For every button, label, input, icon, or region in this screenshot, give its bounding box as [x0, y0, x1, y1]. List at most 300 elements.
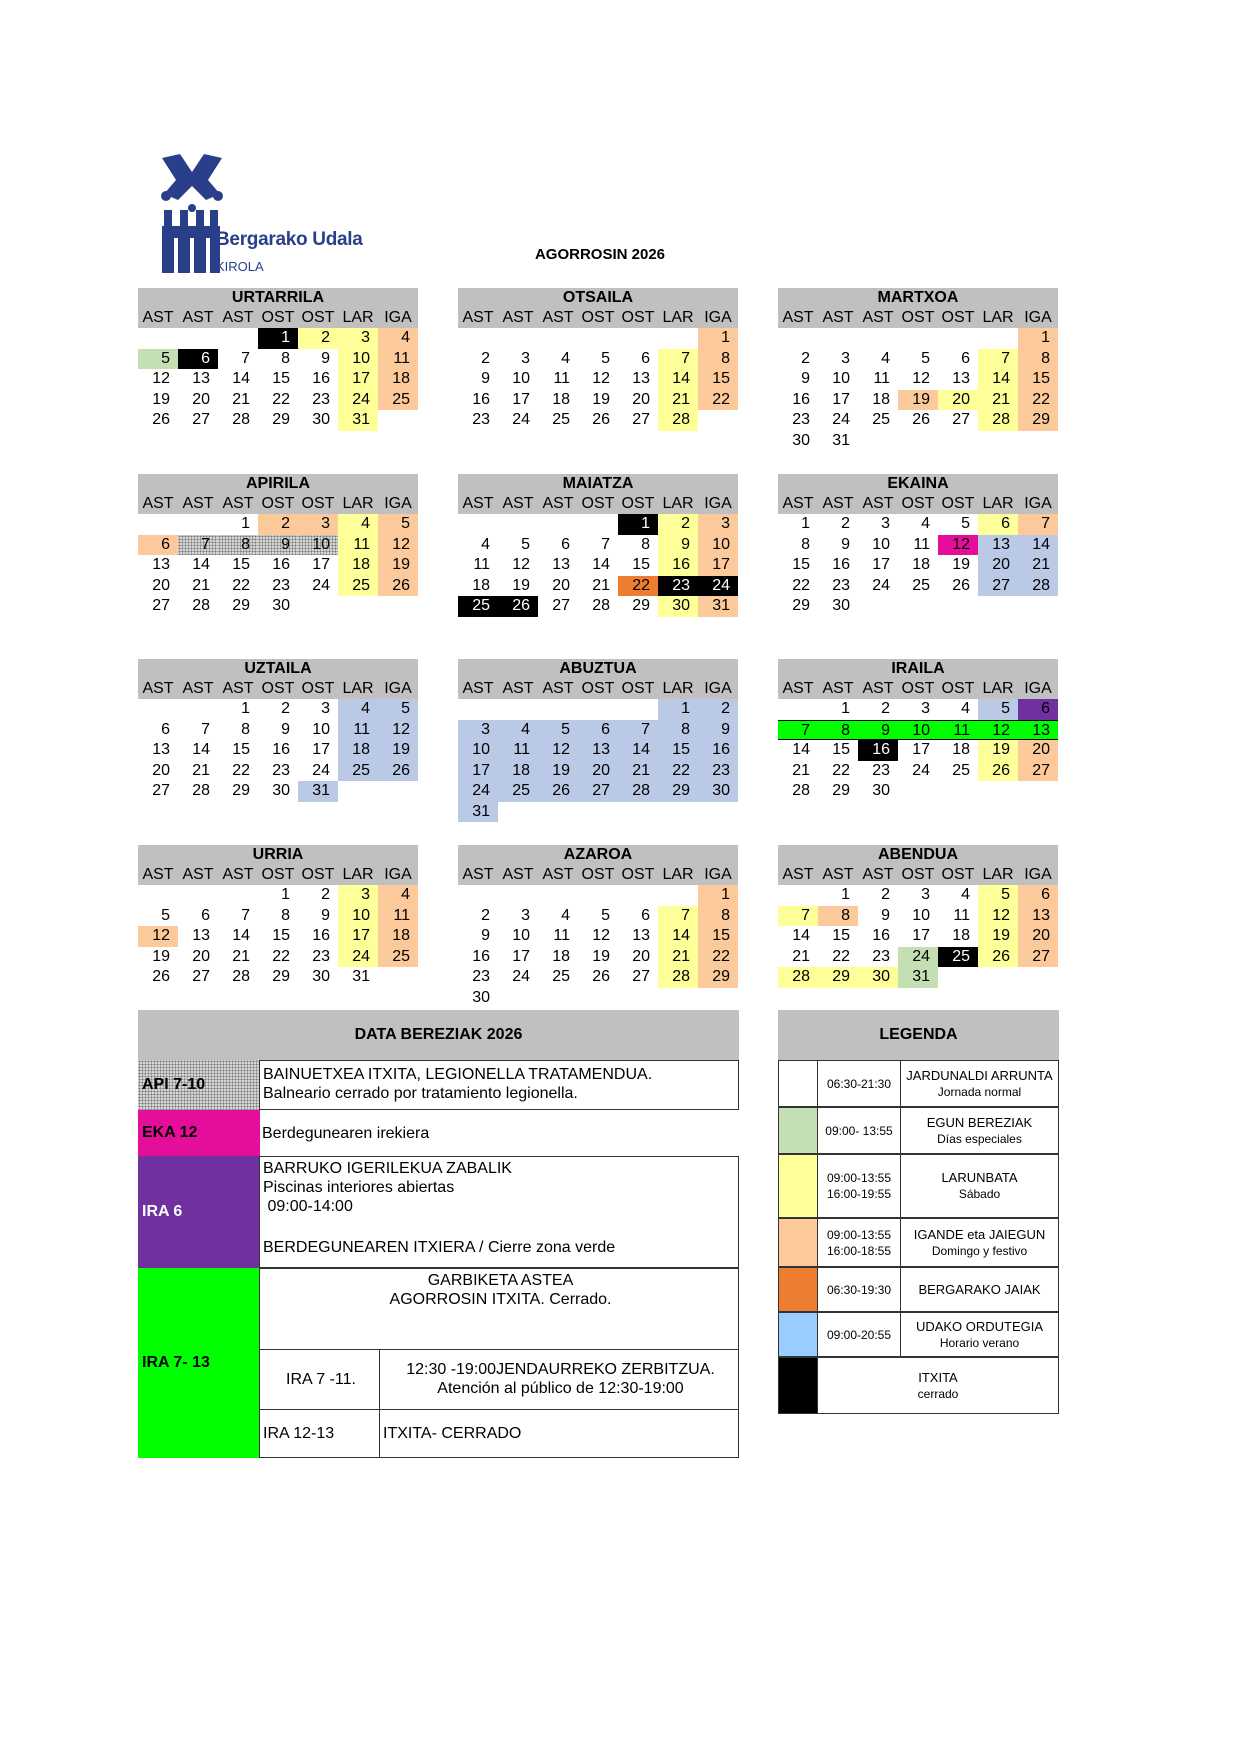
special-text-eka: Berdegunearen irekiera	[262, 1124, 430, 1142]
day-cell: 27	[632, 968, 650, 985]
day-cell: 3	[841, 349, 850, 367]
empty-cell	[458, 328, 498, 349]
weekday-label: OST	[301, 309, 335, 326]
empty-cell	[938, 328, 978, 349]
day-cell: 29	[232, 597, 250, 614]
day-cell: 16	[312, 927, 330, 944]
weekday-label: OST	[301, 495, 335, 512]
day-cell: 27	[978, 576, 1018, 597]
day-cell: 26	[912, 411, 930, 428]
day-cell: 24	[898, 947, 938, 968]
day-cell: 25	[912, 576, 930, 594]
day-cell: 13	[192, 927, 210, 944]
day-cell: 30	[272, 597, 290, 614]
special-label-ira7-11: IRA 7 -11.	[259, 1349, 380, 1410]
day-cell: 11	[473, 556, 490, 573]
day-cell: 18	[378, 926, 418, 947]
month-calendar	[778, 845, 1058, 988]
day-cell: 12	[592, 370, 610, 387]
day-cell: 23	[312, 390, 330, 408]
day-cell: 28	[618, 781, 658, 802]
day-cell: 22	[272, 390, 290, 408]
weekday-label: LAR	[342, 680, 374, 697]
empty-cell	[538, 514, 578, 535]
day-cell: 14	[792, 927, 810, 944]
day-cell: 7	[978, 349, 1018, 370]
weekday-label: IGA	[384, 495, 412, 512]
day-cell: 23	[472, 411, 490, 428]
legend-hours-line1: 06:30-19:30	[826, 1282, 892, 1297]
weekday-label: OST	[901, 680, 935, 697]
month-calendar	[778, 474, 1058, 617]
weekday-header	[458, 865, 738, 885]
day-cell: 15	[832, 741, 850, 758]
day-cell: 20	[978, 555, 1018, 576]
empty-cell	[978, 328, 1018, 349]
weekday-label: OST	[581, 680, 615, 697]
special-ira7-line1: GARBIKETA ASTEA	[427, 1272, 574, 1289]
day-cell: 22	[698, 947, 738, 968]
day-cell: 26	[538, 781, 578, 802]
day-cell: 15	[272, 927, 290, 944]
month-name: UZTAILA	[138, 659, 418, 679]
day-cell: 9	[858, 720, 898, 741]
special-label-ira12: IRA 12-13	[259, 1409, 380, 1458]
day-cell: 21	[618, 761, 658, 782]
day-cell: 27	[1018, 761, 1058, 782]
day-cell: 8	[1018, 349, 1058, 370]
day-cell: 12	[152, 370, 170, 387]
day-cell: 27	[192, 411, 210, 428]
month-name: ABUZTUA	[458, 659, 738, 679]
day-cell: 17	[338, 926, 378, 947]
day-cell: 5	[378, 514, 418, 535]
legend-hours-line2: 16:00-19:55	[826, 1187, 892, 1201]
day-cell: 11	[498, 740, 538, 761]
month-calendar	[138, 288, 418, 431]
day-cell: 27	[1018, 947, 1058, 968]
weekday-label: OST	[581, 866, 615, 883]
day-cell: 12	[938, 535, 978, 556]
day-cell: 30	[698, 781, 738, 802]
day-cell: 17	[912, 927, 930, 944]
day-grid	[138, 699, 418, 802]
month-calendar	[458, 288, 738, 431]
legend-swatch	[778, 1312, 818, 1357]
day-cell: 10	[698, 535, 738, 556]
day-cell: 16	[792, 390, 810, 408]
day-cell: 16	[858, 740, 898, 761]
day-cell: 28	[978, 410, 1018, 431]
day-cell: 27	[578, 781, 618, 802]
day-cell: 20	[552, 576, 570, 594]
day-cell: 25	[378, 947, 418, 968]
day-cell: 10	[312, 720, 330, 738]
day-cell: 11	[553, 370, 570, 387]
month-name: MARTXOA	[778, 288, 1058, 308]
day-cell: 1	[618, 514, 658, 535]
day-cell: 13	[192, 370, 210, 387]
day-cell: 26	[978, 947, 1018, 968]
day-cell: 16	[698, 740, 738, 761]
day-cell: 2	[801, 349, 810, 367]
day-cell: 6	[961, 349, 970, 367]
day-cell: 20	[1018, 926, 1058, 947]
special-text-api	[259, 1060, 739, 1110]
weekday-header	[458, 494, 738, 514]
day-cell: 16	[272, 556, 290, 573]
day-cell: 29	[818, 967, 858, 988]
legend-hours-line1: 06:30-21:30	[826, 1076, 892, 1091]
day-grid	[458, 885, 738, 1008]
day-cell: 1	[1018, 328, 1058, 349]
weekday-label: AST	[462, 680, 494, 697]
day-grid	[778, 699, 1058, 802]
day-cell: 11	[873, 370, 890, 387]
day-cell: 20	[152, 761, 170, 779]
empty-cell	[818, 328, 858, 349]
day-cell: 6	[138, 535, 178, 556]
day-cell: 14	[618, 740, 658, 761]
weekday-label: LAR	[982, 680, 1014, 697]
day-cell: 21	[1018, 555, 1058, 576]
day-cell: 22	[272, 947, 290, 965]
day-cell: 13	[152, 741, 170, 758]
weekday-label: AST	[142, 309, 174, 326]
day-cell: 21	[232, 947, 250, 965]
legend-swatch	[778, 1060, 818, 1107]
legend-desc-main: JARDUNALDI ARRUNTA	[906, 1067, 1053, 1083]
day-cell: 16	[472, 390, 490, 408]
special-label-eka: EKA 12	[138, 1110, 260, 1156]
day-cell: 25	[458, 596, 498, 617]
weekday-label: AST	[222, 680, 254, 697]
day-cell: 25	[498, 781, 538, 802]
month-name: URRIA	[138, 845, 418, 865]
weekday-label: AST	[222, 309, 254, 326]
day-cell: 9	[481, 370, 490, 387]
day-cell: 25	[338, 576, 378, 597]
day-cell: 11	[938, 720, 978, 741]
day-cell: 31	[898, 967, 938, 988]
day-grid	[778, 328, 1058, 451]
day-cell: 22	[658, 761, 698, 782]
weekday-label: IGA	[704, 866, 732, 883]
day-cell: 8	[818, 720, 858, 741]
day-cell: 18	[552, 390, 570, 408]
weekday-label: IGA	[704, 309, 732, 326]
day-cell: 13	[1018, 906, 1058, 927]
day-cell: 3	[921, 886, 930, 903]
day-cell: 17	[312, 741, 330, 758]
weekday-label: OST	[621, 495, 655, 512]
day-cell: 19	[512, 576, 530, 594]
day-cell: 24	[832, 411, 850, 428]
day-cell: 24	[338, 947, 378, 968]
legend-hours-line2: 16:00-18:55	[826, 1243, 892, 1258]
empty-cell	[858, 328, 898, 349]
day-cell: 16	[472, 947, 490, 965]
day-cell: 8	[281, 906, 290, 924]
day-cell: 26	[592, 411, 610, 428]
day-cell: 8	[241, 720, 250, 738]
day-cell: 4	[338, 514, 378, 535]
day-cell: 23	[272, 761, 290, 779]
day-cell: 8	[801, 535, 810, 553]
weekday-label: LAR	[662, 495, 694, 512]
day-cell: 23	[658, 576, 698, 597]
day-cell: 19	[152, 390, 170, 408]
month-calendar	[778, 288, 1058, 451]
special-api-line1: BAINUETXEA ITXITA, LEGIONELLA TRATAMENDUA.	[263, 1066, 653, 1083]
empty-cell	[778, 699, 818, 720]
legend-description	[900, 1267, 1059, 1312]
legend-desc-sub: Domingo y festivo	[931, 1243, 1028, 1258]
day-cell: 14	[592, 556, 610, 573]
day-cell: 8	[218, 535, 258, 556]
weekday-header	[458, 308, 738, 328]
day-cell: 5	[601, 906, 610, 924]
weekday-label: IGA	[384, 866, 412, 883]
special-text-ira7-11	[379, 1349, 739, 1410]
weekday-label: AST	[502, 866, 534, 883]
legend-description	[817, 1357, 1059, 1414]
weekday-label: AST	[822, 680, 854, 697]
day-cell: 1	[241, 515, 250, 532]
weekday-label: AST	[542, 495, 574, 512]
weekday-label: AST	[542, 866, 574, 883]
weekday-header	[778, 865, 1058, 885]
weekday-label: OST	[621, 866, 655, 883]
day-cell: 10	[512, 370, 530, 387]
weekday-label: AST	[542, 309, 574, 326]
day-cell: 23	[698, 761, 738, 782]
legend-hours	[817, 1154, 901, 1218]
day-cell: 9	[881, 906, 890, 924]
day-cell: 11	[913, 535, 930, 553]
day-cell: 29	[272, 411, 290, 428]
weekday-label: LAR	[662, 309, 694, 326]
day-cell: 15	[658, 740, 698, 761]
empty-cell	[458, 514, 498, 535]
day-cell: 13	[632, 927, 650, 944]
day-cell: 7	[658, 906, 698, 927]
day-cell: 1	[258, 328, 298, 349]
day-cell: 13	[978, 535, 1018, 556]
weekday-label: OST	[901, 309, 935, 326]
day-cell: 7	[618, 720, 658, 741]
day-cell: 31	[298, 781, 338, 802]
day-cell: 1	[801, 515, 810, 532]
day-cell: 6	[641, 349, 650, 367]
empty-cell	[138, 885, 178, 906]
day-cell: 15	[792, 556, 810, 573]
day-cell: 11	[553, 927, 570, 944]
weekday-label: AST	[142, 680, 174, 697]
special-ira6-line2: Piscinas interiores abiertas	[263, 1179, 455, 1196]
day-cell: 3	[698, 514, 738, 535]
day-cell: 17	[312, 556, 330, 573]
day-cell: 27	[192, 968, 210, 985]
weekday-header	[138, 865, 418, 885]
weekday-label: AST	[142, 495, 174, 512]
empty-cell	[138, 328, 178, 349]
weekday-label: LAR	[662, 680, 694, 697]
legend-desc-sub: cerrado	[917, 1386, 959, 1401]
day-cell: 12	[138, 926, 178, 947]
calendar-title: AGORROSIN 2026	[534, 246, 666, 263]
special-ira6-line3: 09:00-14:00	[263, 1198, 353, 1215]
day-cell: 3	[321, 700, 330, 717]
day-cell: 19	[898, 390, 938, 411]
weekday-label: LAR	[662, 866, 694, 883]
day-cell: 27	[552, 597, 570, 614]
day-cell: 8	[641, 535, 650, 553]
day-cell: 17	[912, 741, 930, 758]
weekday-label: AST	[182, 866, 214, 883]
weekday-label: LAR	[982, 866, 1014, 883]
day-cell: 27	[952, 411, 970, 428]
empty-cell	[538, 699, 578, 720]
day-cell: 14	[658, 926, 698, 947]
day-cell: 29	[832, 782, 850, 799]
empty-cell	[658, 885, 698, 906]
day-cell: 19	[952, 556, 970, 573]
weekday-label: OST	[941, 495, 975, 512]
day-cell: 31	[338, 410, 378, 431]
month-name: ABENDUA	[778, 845, 1058, 865]
empty-cell	[178, 699, 218, 720]
day-cell: 22	[792, 576, 810, 594]
empty-cell	[778, 885, 818, 906]
day-cell: 19	[978, 740, 1018, 761]
day-cell: 28	[1018, 576, 1058, 597]
day-cell: 31	[832, 431, 850, 449]
day-cell: 26	[378, 576, 418, 597]
weekday-label: OST	[941, 680, 975, 697]
special-label-ira7: IRA 7- 13	[138, 1268, 260, 1458]
day-cell: 13	[152, 556, 170, 573]
legend-hours	[817, 1312, 901, 1357]
day-cell: 3	[298, 514, 338, 535]
day-cell: 20	[192, 390, 210, 408]
day-cell: 15	[272, 370, 290, 387]
day-cell: 4	[961, 886, 970, 903]
empty-cell	[498, 514, 538, 535]
day-cell: 10	[912, 906, 930, 924]
day-cell: 20	[632, 947, 650, 965]
day-cell: 16	[872, 927, 890, 944]
day-cell: 2	[321, 886, 330, 903]
day-cell: 27	[152, 597, 170, 614]
day-cell: 28	[192, 782, 210, 799]
empty-cell	[618, 699, 658, 720]
weekday-label: IGA	[1024, 680, 1052, 697]
month-calendar	[778, 659, 1058, 802]
empty-cell	[538, 328, 578, 349]
weekday-label: OST	[261, 309, 295, 326]
day-cell: 21	[792, 947, 810, 965]
day-cell: 19	[978, 926, 1018, 947]
day-cell: 17	[832, 390, 850, 408]
empty-cell	[498, 885, 538, 906]
day-cell: 25	[952, 761, 970, 779]
legend-desc-sub: Horario verano	[939, 1335, 1020, 1350]
day-cell: 18	[338, 740, 378, 761]
day-cell: 9	[321, 349, 330, 367]
day-cell: 10	[298, 535, 338, 556]
weekday-label: OST	[901, 495, 935, 512]
day-cell: 3	[338, 328, 378, 349]
day-cell: 12	[592, 927, 610, 944]
day-cell: 1	[281, 886, 290, 903]
day-cell: 10	[898, 720, 938, 741]
weekday-header	[778, 308, 1058, 328]
legend-hours	[817, 1107, 901, 1154]
day-cell: 5	[601, 349, 610, 367]
day-cell: 14	[232, 927, 250, 944]
weekday-label: AST	[782, 495, 814, 512]
day-cell: 1	[698, 885, 738, 906]
legend-description	[900, 1218, 1059, 1267]
day-cell: 15	[698, 926, 738, 947]
weekday-label: IGA	[1024, 495, 1052, 512]
legend-desc-main: LARUNBATA	[941, 1170, 1018, 1185]
weekday-label: AST	[502, 309, 534, 326]
day-cell: 7	[178, 535, 218, 556]
day-cell: 25	[938, 947, 978, 968]
day-cell: 18	[952, 741, 970, 758]
special-text-ira7	[259, 1268, 739, 1350]
empty-cell	[898, 328, 938, 349]
day-cell: 14	[658, 369, 698, 390]
day-cell: 14	[232, 370, 250, 387]
day-cell: 27	[152, 782, 170, 799]
day-cell: 31	[458, 802, 498, 823]
day-cell: 15	[232, 741, 250, 758]
day-cell: 4	[378, 885, 418, 906]
day-cell: 28	[658, 410, 698, 431]
day-cell: 3	[921, 700, 930, 717]
day-cell: 16	[272, 741, 290, 758]
weekday-label: AST	[222, 495, 254, 512]
day-cell: 15	[832, 927, 850, 944]
weekday-label: OST	[261, 680, 295, 697]
day-cell: 26	[952, 576, 970, 594]
month-name: URTARRILA	[138, 288, 418, 308]
day-grid	[458, 699, 738, 822]
day-cell: 30	[312, 411, 330, 428]
day-cell: 4	[561, 906, 570, 924]
weekday-label: IGA	[1024, 309, 1052, 326]
day-cell: 29	[272, 968, 290, 985]
weekday-label: IGA	[384, 680, 412, 697]
day-cell: 8	[658, 720, 698, 741]
day-cell: 17	[512, 947, 530, 965]
day-cell: 5	[978, 885, 1018, 906]
day-grid	[778, 514, 1058, 617]
day-cell: 2	[281, 700, 290, 717]
day-cell: 21	[192, 761, 210, 779]
day-cell: 28	[792, 782, 810, 799]
day-cell: 19	[378, 555, 418, 576]
legend-swatch	[778, 1267, 818, 1312]
day-cell: 22	[698, 390, 738, 411]
day-cell: 20	[632, 390, 650, 408]
day-cell: 27	[632, 411, 650, 428]
month-name: EKAINA	[778, 474, 1058, 494]
day-cell: 23	[872, 947, 890, 965]
